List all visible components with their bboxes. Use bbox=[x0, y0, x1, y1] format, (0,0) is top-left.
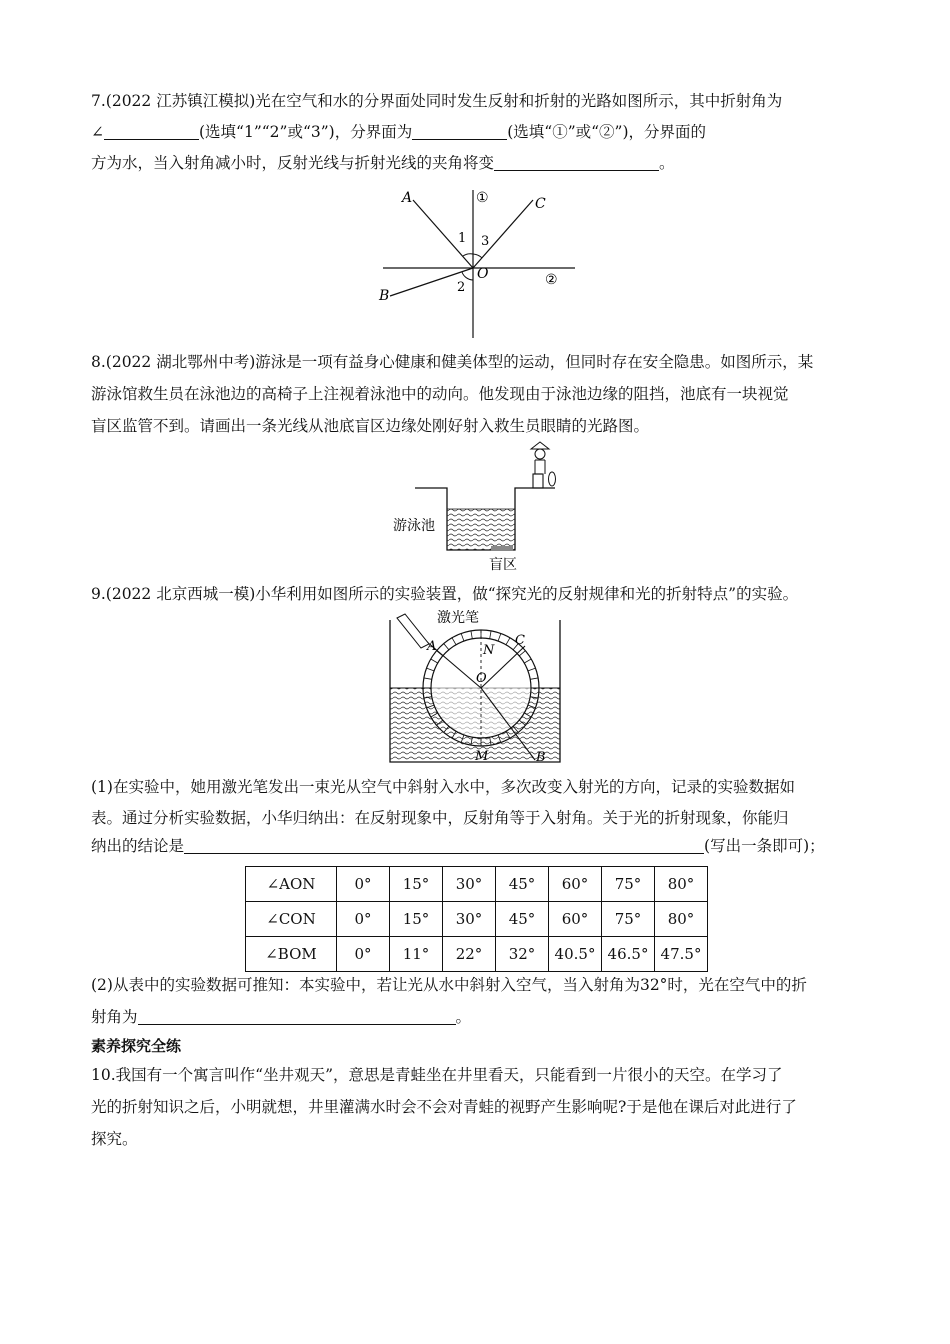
label-circle-1: ① bbox=[476, 190, 489, 206]
table-cell: 0° bbox=[337, 937, 390, 972]
tick-mark bbox=[461, 633, 464, 641]
q7-text-d: 方为水，当入射角减小时，反射光线与折射光线的夹角将变 bbox=[91, 154, 495, 172]
lifeguard-head bbox=[535, 449, 545, 459]
tick-mark bbox=[426, 668, 434, 671]
q7-line1: 7.(2022 江苏镇江模拟)光在空气和水的分界面处同时发生反射和折射的光路如图所示，其中折射角为 bbox=[91, 92, 783, 110]
q7-line3 bbox=[91, 147, 861, 179]
label-circle-2: ② bbox=[545, 272, 558, 288]
table-cell: 75° bbox=[602, 867, 655, 902]
table-cell: 32° bbox=[496, 937, 549, 972]
label-angle-2: 2 bbox=[457, 280, 466, 295]
angle-arc-3 bbox=[473, 254, 482, 258]
table-cell: 46.5° bbox=[602, 937, 655, 972]
table-cell: 60° bbox=[549, 867, 602, 902]
label-c: C bbox=[515, 633, 525, 648]
tick-mark bbox=[530, 678, 538, 679]
blind-zone bbox=[491, 546, 513, 551]
q7-blank-angle[interactable] bbox=[104, 119, 199, 140]
tick-mark bbox=[431, 659, 438, 663]
tick-mark bbox=[471, 631, 472, 639]
lifeguard-chair bbox=[533, 474, 543, 488]
tick-mark bbox=[490, 631, 491, 639]
pool-label: 游泳池 bbox=[393, 518, 435, 534]
label-b: B bbox=[536, 750, 546, 765]
q8-line1: 8.(2022 湖北鄂州中考)游泳是一项有益身心健康和健美体型的运动，但同时存在安全隐患。如图所示，某 bbox=[91, 353, 814, 371]
table-cell: 80° bbox=[655, 902, 708, 937]
tick-mark bbox=[519, 651, 525, 656]
data-table bbox=[245, 866, 708, 972]
q8-pool-diagram bbox=[385, 432, 565, 574]
table-cell: 80° bbox=[655, 867, 708, 902]
q9-text-c: 射角为 bbox=[91, 1008, 138, 1026]
row-label: ∠AON bbox=[246, 867, 337, 902]
q8-line3: 盲区监管不到。请画出一条光线从池底盲区边缘处刚好射入救生员眼睛的光路图。 bbox=[91, 417, 650, 435]
tick-mark bbox=[424, 678, 432, 679]
table-cell: 30° bbox=[443, 867, 496, 902]
q9-experiment-diagram bbox=[385, 610, 565, 766]
q9-p2-line2 bbox=[91, 1001, 861, 1033]
table-cell: 15° bbox=[390, 902, 443, 937]
row-label: ∠CON bbox=[246, 902, 337, 937]
q7-text-c: (选填“①”或“②”)，分界面的 bbox=[507, 123, 707, 141]
q9-p1-line1: (1)在实验中，她用激光笔发出一束光从空气中斜射入水中，多次改变入射光的方向，记录的实验数据如 bbox=[91, 778, 795, 796]
q9-p2-line1: (2)从表中的实验数据可推知：本实验中，若让光从水中斜射入空气，当入射角为32°时，光在空气中的折 bbox=[91, 976, 807, 994]
q8-line2: 游泳馆救生员在泳池边的高椅子上注视着泳池中的动向。他发现由于泳池边缘的阻挡，池底有一块视觉 bbox=[91, 385, 789, 403]
tick-mark bbox=[528, 668, 536, 671]
section-title: 素养探究全练 bbox=[91, 1037, 182, 1055]
q7-blank-angle-change[interactable] bbox=[494, 150, 659, 171]
q9-p1-line3 bbox=[91, 830, 861, 862]
tick-mark bbox=[444, 644, 449, 650]
lifeguard-hat bbox=[531, 442, 549, 449]
table-cell: 0° bbox=[337, 867, 390, 902]
q10-line3: 探究。 bbox=[91, 1130, 138, 1148]
q7-text-b: (选填“1”“2”或“3”)，分界面为 bbox=[199, 123, 413, 141]
q7-blank-interface[interactable] bbox=[412, 119, 507, 140]
label-c: C bbox=[535, 196, 546, 212]
q7-text-e: 。 bbox=[659, 154, 675, 172]
angle-arc-1 bbox=[463, 254, 473, 256]
q10-line1: 10.我国有一个寓言叫作“坐井观天”，意思是青蛙坐在井里看天，只能看到一片很小的天空。在学习了 bbox=[91, 1066, 783, 1084]
lifebuoy bbox=[549, 472, 556, 486]
laser-label: 激光笔 bbox=[437, 610, 479, 626]
label-m: M bbox=[475, 749, 489, 764]
table-cell: 30° bbox=[443, 902, 496, 937]
q7-line2 bbox=[91, 116, 861, 148]
lifeguard-body bbox=[535, 460, 545, 474]
q9-blank-refraction-angle[interactable] bbox=[138, 1004, 456, 1025]
q9-text-d: 。 bbox=[455, 1008, 472, 1026]
label-b: B bbox=[379, 288, 390, 304]
pool-water bbox=[448, 509, 515, 550]
row-label: ∠BOM bbox=[246, 937, 337, 972]
table-row bbox=[246, 867, 708, 902]
table-cell: 45° bbox=[496, 902, 549, 937]
tick-mark bbox=[452, 638, 456, 645]
laser-pen bbox=[397, 614, 429, 648]
label-a: A bbox=[427, 639, 437, 654]
q9-blank-conclusion[interactable] bbox=[184, 833, 704, 854]
table-cell: 75° bbox=[602, 902, 655, 937]
label-angle-1: 1 bbox=[458, 231, 467, 246]
table-cell: 22° bbox=[443, 937, 496, 972]
label-o: O bbox=[476, 671, 487, 686]
label-o: O bbox=[477, 266, 489, 282]
table-cell: 60° bbox=[549, 902, 602, 937]
tick-mark bbox=[498, 633, 501, 641]
tick-mark bbox=[506, 638, 510, 645]
table-cell: 11° bbox=[390, 937, 443, 972]
q9-text-b: (写出一条即可)； bbox=[704, 837, 825, 855]
label-a: A bbox=[402, 190, 413, 206]
q9-line1: 9.(2022 北京西城一模)小华利用如图所示的实验装置，做“探究光的反射规律和光的折射特点”的实验。 bbox=[91, 585, 799, 603]
q10-line2: 光的折射知识之后，小明就想，井里灌满水时会不会对青蛙的视野产生影响呢?于是他在课后对此进行了 bbox=[91, 1098, 797, 1116]
label-angle-3: 3 bbox=[481, 234, 490, 249]
table-cell: 47.5° bbox=[655, 937, 708, 972]
q9-p1-line2: 表。通过分析实验数据，小华归纳出：在反射现象中，反射角等于入射角。关于光的折射现象，你能归 bbox=[91, 809, 789, 827]
table-row bbox=[246, 902, 708, 937]
blind-zone-label: 盲区 bbox=[489, 557, 517, 573]
label-n: N bbox=[483, 643, 495, 658]
angle-arc-2 bbox=[462, 272, 473, 280]
table-cell: 45° bbox=[496, 867, 549, 902]
tick-mark bbox=[524, 659, 531, 663]
q9-text-a: 纳出的结论是 bbox=[91, 837, 185, 855]
angle-symbol: ∠ bbox=[91, 123, 104, 141]
table-row bbox=[246, 937, 708, 972]
table-cell: 0° bbox=[337, 902, 390, 937]
table-cell: 40.5° bbox=[549, 937, 602, 972]
table-cell: 15° bbox=[390, 867, 443, 902]
q7-refraction-diagram bbox=[375, 180, 595, 340]
